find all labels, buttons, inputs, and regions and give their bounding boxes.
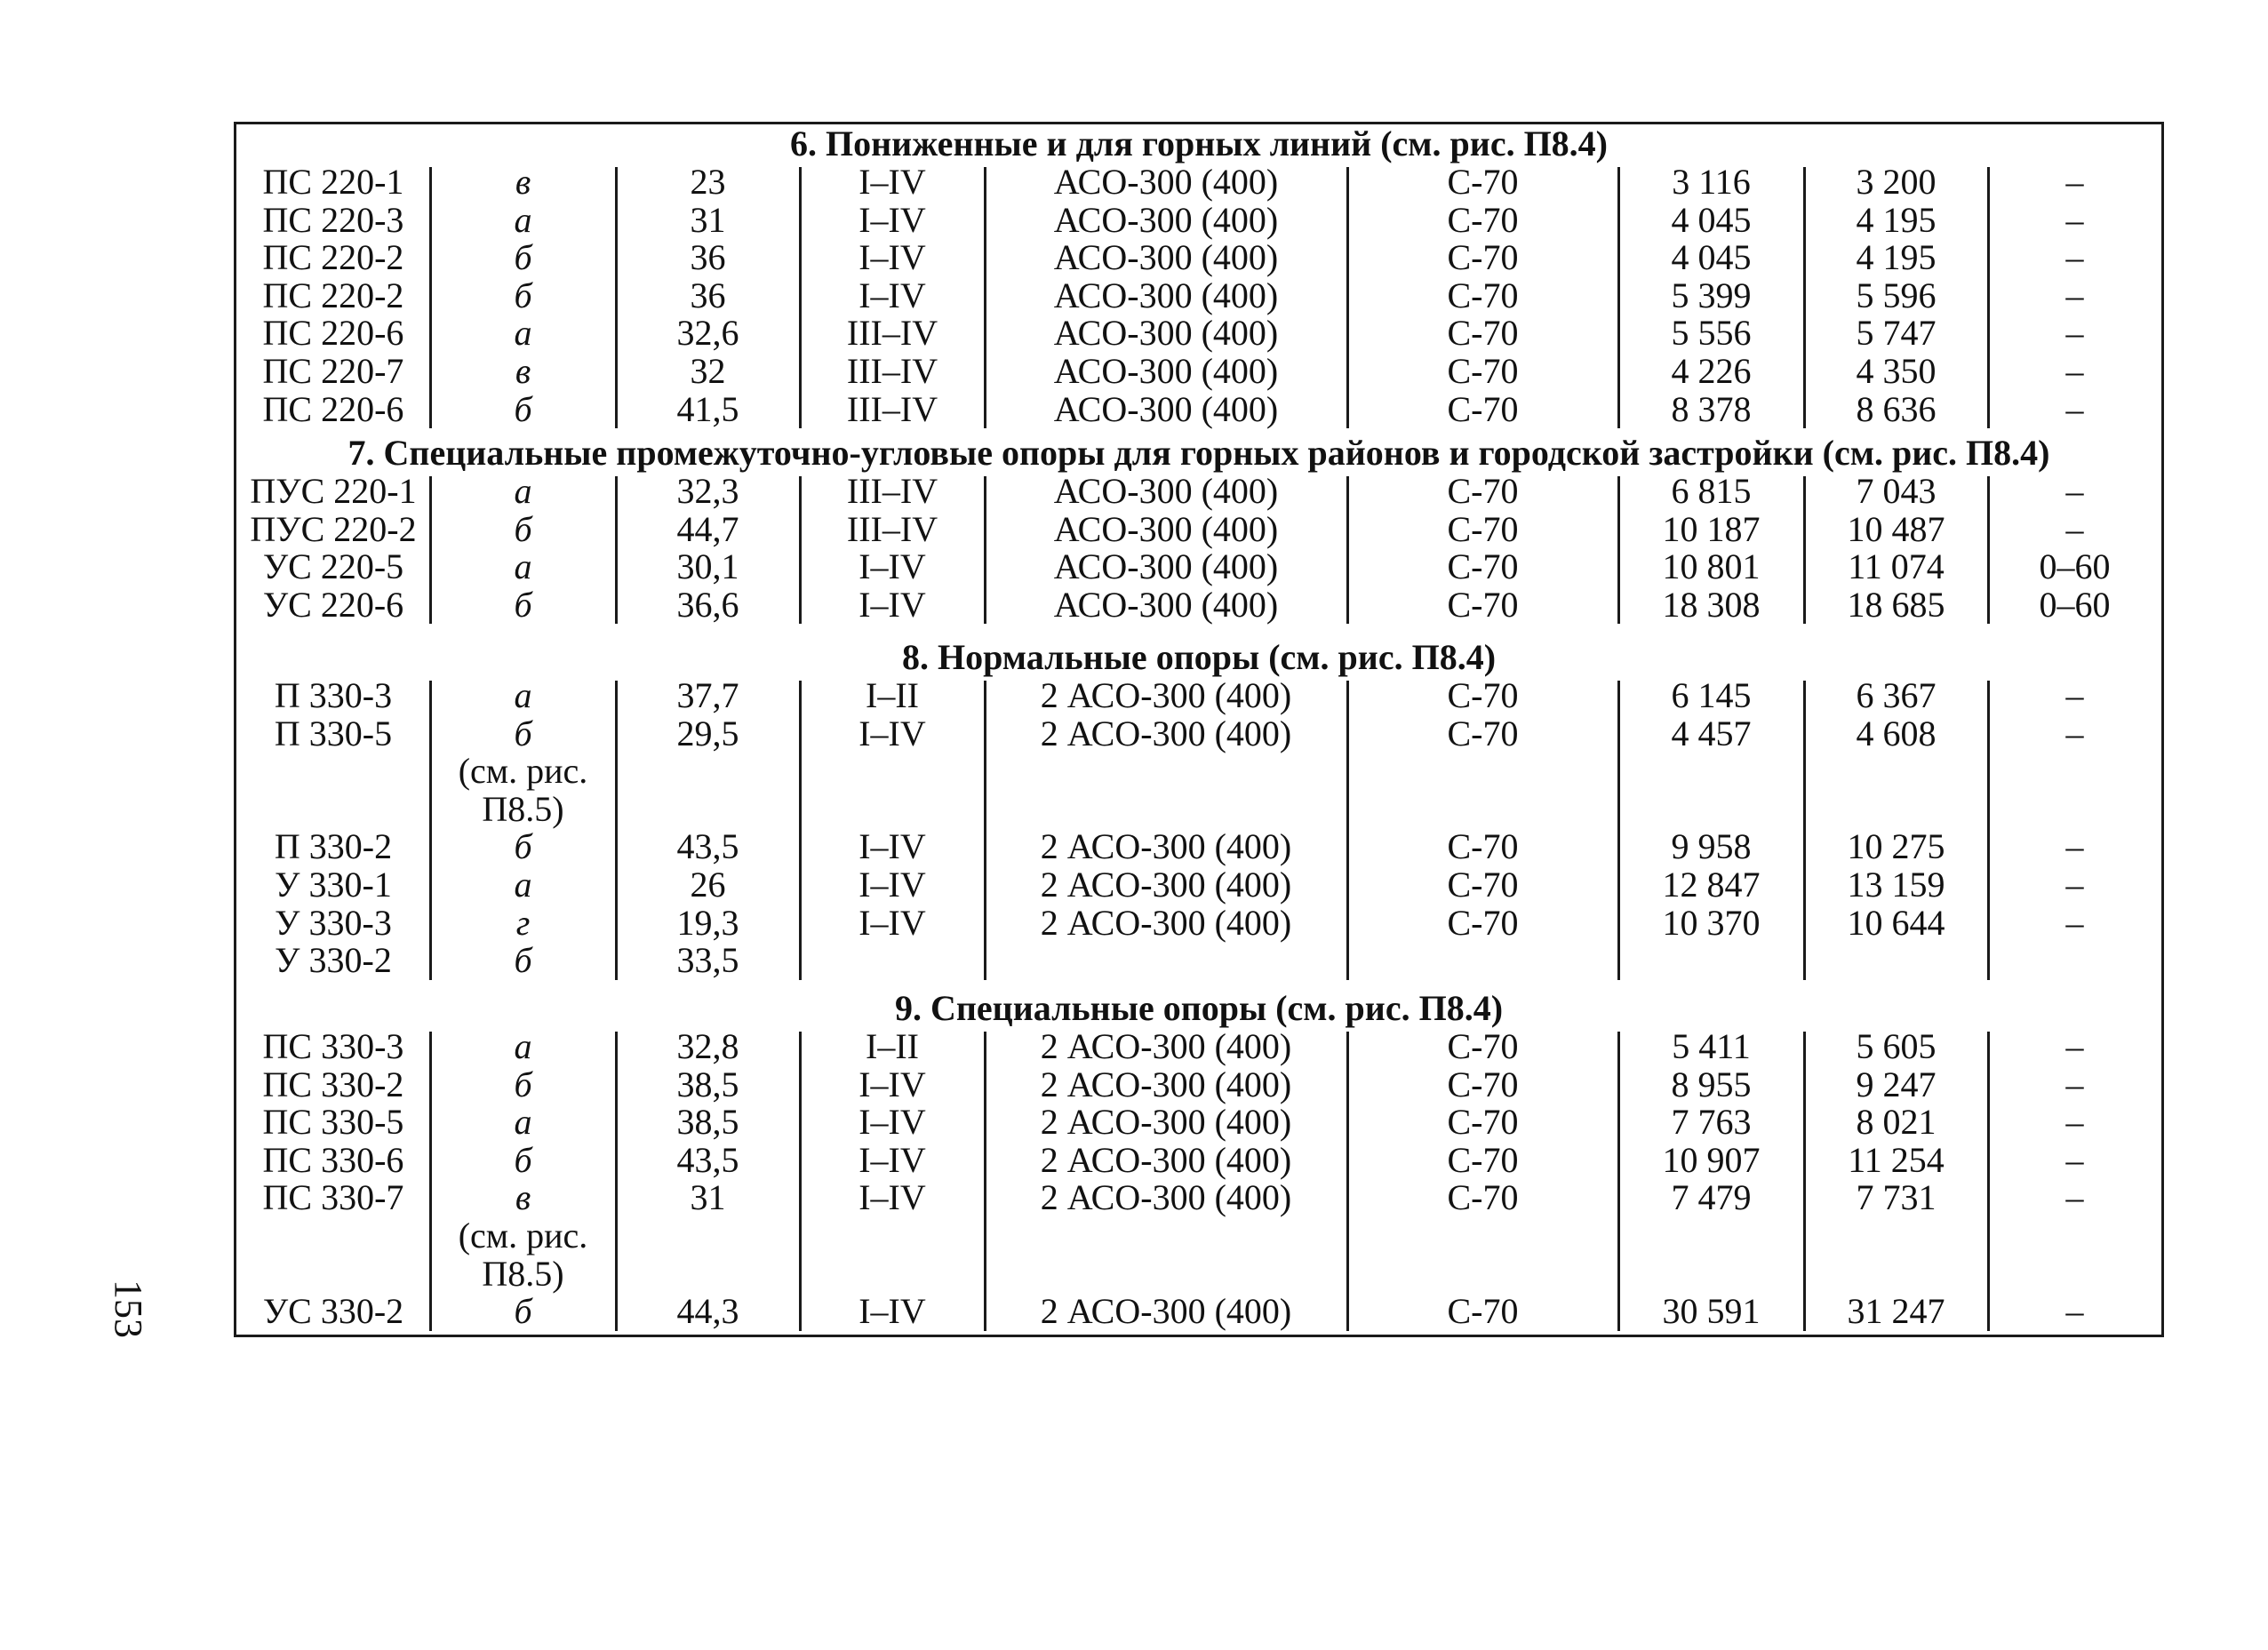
column-divider [1987, 1032, 1990, 1331]
cell-type: У 330-2 [275, 940, 392, 981]
cell-wire: 2 АСО-300 (400) [1040, 865, 1292, 905]
cell-type: ПС 220-7 [262, 351, 404, 391]
cell-angle: – [2065, 1064, 2084, 1104]
cell-angle: – [2065, 1139, 2084, 1180]
section-title: 8. Нормальные опоры (см. рис. П8.4) [901, 637, 1497, 677]
column-divider [1346, 167, 1349, 428]
cell-angle: – [2065, 199, 2084, 240]
cell-insulator: С-70 [1447, 826, 1519, 867]
cell-wind-region: I–II [866, 675, 919, 715]
cell-height: 43,5 [676, 1139, 739, 1180]
cell-mass-1: 4 045 [1671, 237, 1752, 278]
cell-type: ПС 220-6 [262, 313, 404, 354]
cell-figure: а [514, 675, 532, 715]
cell-angle: – [2065, 388, 2084, 429]
cell-height: 31 [690, 1177, 726, 1218]
cell-wire: 2 АСО-300 (400) [1040, 675, 1292, 715]
column-divider [1803, 1032, 1806, 1331]
column-divider [799, 681, 802, 980]
cell-angle: – [2065, 162, 2084, 202]
cell-insulator: С-70 [1447, 1291, 1519, 1332]
cell-wire: 2 АСО-300 (400) [1040, 902, 1292, 943]
column-divider [1617, 1032, 1620, 1331]
cell-wind-region: I–IV [858, 546, 926, 587]
column-divider [615, 1032, 618, 1331]
cell-angle: – [2065, 1177, 2084, 1218]
cell-height: 44,7 [676, 508, 739, 549]
cell-angle: – [2065, 713, 2084, 753]
cell-insulator: С-70 [1447, 199, 1519, 240]
cell-mass-2: 3 200 [1856, 162, 1937, 202]
cell-mass-2: 4 195 [1856, 199, 1937, 240]
cell-figure: б [514, 1139, 532, 1180]
cell-angle: – [2065, 237, 2084, 278]
cell-wire: АСО-300 (400) [1053, 275, 1279, 315]
cell-type: ПУС 220-2 [250, 508, 417, 549]
cell-height: 23 [690, 162, 726, 202]
cell-type: П 330-5 [274, 713, 393, 753]
cell-figure: б [514, 275, 532, 315]
cell-type: ПС 220-2 [262, 237, 404, 278]
cell-mass-1: 5 399 [1671, 275, 1752, 315]
cell-insulator: С-70 [1447, 388, 1519, 429]
cell-height: 26 [690, 865, 726, 905]
cell-figure: а [514, 313, 532, 354]
cell-height: 38,5 [676, 1102, 739, 1143]
cell-figure: (см. рис. [458, 1216, 588, 1255]
column-divider [1803, 681, 1806, 980]
cell-mass-2: 5 747 [1856, 313, 1937, 354]
cell-height: 44,3 [676, 1291, 739, 1332]
cell-insulator: С-70 [1447, 1139, 1519, 1180]
cell-figure: б [514, 508, 532, 549]
cell-mass-2: 9 247 [1856, 1064, 1937, 1104]
column-divider [615, 167, 618, 428]
cell-type: ПС 220-2 [262, 275, 404, 315]
cell-height: 38,5 [676, 1064, 739, 1104]
cell-mass-1: 7 479 [1671, 1177, 1752, 1218]
cell-height: 36 [690, 275, 726, 315]
cell-mass-1: 10 801 [1662, 546, 1761, 587]
cell-insulator: С-70 [1447, 1026, 1519, 1066]
cell-wire: АСО-300 (400) [1053, 199, 1279, 240]
cell-mass-2: 8 636 [1856, 388, 1937, 429]
cell-wind-region: III–IV [846, 388, 938, 429]
cell-mass-2: 13 159 [1847, 865, 1945, 905]
cell-insulator: С-70 [1447, 584, 1519, 625]
cell-wire: АСО-300 (400) [1053, 351, 1279, 391]
cell-insulator: С-70 [1447, 471, 1519, 511]
cell-mass-2: 11 074 [1848, 546, 1945, 587]
cell-figure: б [514, 713, 532, 753]
cell-wire: АСО-300 (400) [1053, 546, 1279, 587]
cell-angle: – [2065, 471, 2084, 511]
column-divider [615, 681, 618, 980]
cell-insulator: С-70 [1447, 237, 1519, 278]
column-divider [1346, 1032, 1349, 1331]
cell-wind-region: I–IV [858, 902, 926, 943]
column-divider [984, 167, 986, 428]
cell-mass-2: 10 644 [1847, 902, 1945, 943]
cell-mass-1: 10 907 [1662, 1139, 1761, 1180]
cell-figure: а [514, 471, 532, 511]
cell-angle: – [2065, 902, 2084, 943]
cell-insulator: С-70 [1447, 1064, 1519, 1104]
column-divider [1346, 681, 1349, 980]
cell-type: ПС 330-2 [262, 1064, 404, 1104]
cell-mass-1: 9 958 [1671, 826, 1752, 867]
column-divider [429, 167, 432, 428]
cell-mass-1: 10 370 [1662, 902, 1761, 943]
cell-wire: АСО-300 (400) [1053, 162, 1279, 202]
cell-angle: – [2065, 275, 2084, 315]
column-divider [429, 476, 432, 624]
cell-mass-1: 4 045 [1671, 199, 1752, 240]
cell-height: 41,5 [676, 388, 739, 429]
cell-insulator: С-70 [1447, 162, 1519, 202]
cell-figure: а [514, 865, 532, 905]
cell-wind-region: I–IV [858, 1177, 926, 1218]
cell-mass-1: 18 308 [1662, 584, 1761, 625]
cell-mass-2: 4 350 [1856, 351, 1937, 391]
column-divider [1346, 476, 1349, 624]
column-divider [1617, 476, 1620, 624]
cell-wind-region: III–IV [846, 313, 938, 354]
cell-mass-1: 8 378 [1671, 388, 1752, 429]
cell-mass-2: 18 685 [1847, 584, 1945, 625]
support-table [234, 122, 2164, 1337]
column-divider [984, 681, 986, 980]
column-divider [799, 167, 802, 428]
cell-type: ПУС 220-1 [250, 471, 417, 511]
cell-wire: 2 АСО-300 (400) [1040, 826, 1292, 867]
section-title: 6. Пониженные и для горных линий (см. рис. П8.4) [790, 124, 1608, 163]
cell-wind-region: I–IV [858, 162, 926, 202]
cell-wire: 2 АСО-300 (400) [1040, 1026, 1292, 1066]
cell-angle: – [2065, 313, 2084, 354]
cell-mass-1: 6 815 [1671, 471, 1752, 511]
cell-figure: в [515, 162, 531, 202]
cell-height: 37,7 [676, 675, 739, 715]
cell-type: П 330-2 [274, 826, 393, 867]
cell-mass-2: 10 275 [1847, 826, 1945, 867]
cell-wire: 2 АСО-300 (400) [1040, 1139, 1292, 1180]
column-divider [1987, 476, 1990, 624]
cell-mass-2: 5 605 [1856, 1026, 1937, 1066]
column-divider [429, 681, 432, 980]
cell-type: ПС 220-1 [262, 162, 404, 202]
cell-insulator: С-70 [1447, 313, 1519, 354]
cell-type: У 330-1 [275, 865, 392, 905]
cell-wind-region: I–IV [858, 1291, 926, 1332]
cell-figure: П8.5) [482, 788, 564, 829]
cell-height: 32,8 [676, 1026, 739, 1066]
cell-mass-2: 6 367 [1856, 675, 1937, 715]
cell-mass-1: 4 457 [1671, 713, 1752, 753]
cell-wind-region: I–IV [858, 865, 926, 905]
cell-wind-region: I–II [866, 1026, 919, 1066]
cell-height: 43,5 [676, 826, 739, 867]
cell-wire: АСО-300 (400) [1053, 508, 1279, 549]
cell-insulator: С-70 [1447, 902, 1519, 943]
cell-height: 36 [690, 237, 726, 278]
cell-type: ПС 220-6 [262, 388, 404, 429]
cell-figure: П8.5) [482, 1253, 564, 1294]
cell-insulator: С-70 [1447, 546, 1519, 587]
cell-type: ПС 330-3 [262, 1026, 404, 1066]
cell-type: УС 220-6 [262, 584, 404, 625]
cell-mass-1: 5 556 [1671, 313, 1752, 354]
cell-figure: г [515, 902, 531, 943]
section-title: 7. Специальные промежуточно-угловые опоры для горных районов и городской застройки (см. рис. П8.4) [347, 433, 2050, 473]
cell-wire: 2 АСО-300 (400) [1040, 1102, 1292, 1143]
cell-type: У 330-3 [275, 902, 392, 943]
cell-figure: а [514, 199, 532, 240]
cell-wind-region: I–IV [858, 584, 926, 625]
cell-figure: б [514, 237, 532, 278]
cell-height: 19,3 [676, 902, 739, 943]
cell-height: 33,5 [676, 940, 739, 981]
cell-mass-1: 30 591 [1662, 1291, 1761, 1332]
cell-figure: б [514, 826, 532, 867]
cell-mass-2: 5 596 [1856, 275, 1937, 315]
cell-mass-2: 4 195 [1856, 237, 1937, 278]
cell-angle: 0–60 [2039, 546, 2111, 587]
cell-mass-2: 7 731 [1856, 1177, 1937, 1218]
cell-figure: в [515, 351, 531, 391]
cell-angle: – [2065, 508, 2084, 549]
cell-type: УС 220-5 [262, 546, 404, 587]
cell-angle: – [2065, 675, 2084, 715]
cell-wire: 2 АСО-300 (400) [1040, 1291, 1292, 1332]
cell-type: ПС 330-6 [262, 1139, 404, 1180]
cell-type: П 330-3 [274, 675, 393, 715]
cell-wind-region: I–IV [858, 826, 926, 867]
cell-wind-region: I–IV [858, 713, 926, 753]
cell-figure: а [514, 546, 532, 587]
cell-wind-region: I–IV [858, 1139, 926, 1180]
cell-insulator: С-70 [1447, 713, 1519, 753]
cell-height: 32,6 [676, 313, 739, 354]
cell-height: 32 [690, 351, 726, 391]
cell-type: ПС 220-3 [262, 199, 404, 240]
cell-figure: б [514, 1064, 532, 1104]
cell-angle: – [2065, 1291, 2084, 1332]
column-divider [1987, 681, 1990, 980]
cell-insulator: С-70 [1447, 275, 1519, 315]
cell-mass-2: 8 021 [1856, 1102, 1937, 1143]
cell-angle: 0–60 [2039, 584, 2111, 625]
column-divider [1617, 167, 1620, 428]
cell-angle: – [2065, 351, 2084, 391]
cell-wind-region: I–IV [858, 199, 926, 240]
cell-figure: (см. рис. [458, 751, 588, 792]
cell-mass-1: 7 763 [1671, 1102, 1752, 1143]
cell-mass-1: 5 411 [1672, 1026, 1751, 1066]
cell-insulator: С-70 [1447, 351, 1519, 391]
cell-mass-2: 7 043 [1856, 471, 1937, 511]
cell-angle: – [2065, 1102, 2084, 1143]
cell-figure: б [514, 388, 532, 429]
column-divider [1987, 167, 1990, 428]
cell-angle: – [2065, 826, 2084, 867]
cell-figure: б [514, 1291, 532, 1332]
cell-wind-region: I–IV [858, 237, 926, 278]
cell-mass-2: 10 487 [1847, 508, 1945, 549]
cell-figure: б [514, 940, 532, 981]
cell-insulator: С-70 [1447, 1177, 1519, 1218]
cell-wire: 2 АСО-300 (400) [1040, 1064, 1292, 1104]
cell-mass-2: 4 608 [1856, 713, 1937, 753]
page-number: 153 [107, 1279, 150, 1338]
cell-height: 36,6 [676, 584, 739, 625]
column-divider [1803, 167, 1806, 428]
cell-insulator: С-70 [1447, 675, 1519, 715]
cell-type: ПС 330-7 [262, 1177, 404, 1218]
column-divider [429, 1032, 432, 1331]
cell-height: 32,3 [676, 471, 739, 511]
cell-mass-1: 3 116 [1672, 162, 1751, 202]
cell-wire: АСО-300 (400) [1053, 237, 1279, 278]
cell-height: 30,1 [676, 546, 739, 587]
cell-mass-1: 10 187 [1662, 508, 1761, 549]
cell-wind-region: III–IV [846, 351, 938, 391]
cell-insulator: С-70 [1447, 508, 1519, 549]
cell-angle: – [2065, 1026, 2084, 1066]
cell-height: 29,5 [676, 713, 739, 753]
cell-wind-region: I–IV [858, 1102, 926, 1143]
column-divider [799, 476, 802, 624]
column-divider [1803, 476, 1806, 624]
cell-wind-region: III–IV [846, 508, 938, 549]
cell-wire: 2 АСО-300 (400) [1040, 1177, 1292, 1218]
column-divider [615, 476, 618, 624]
cell-wind-region: I–IV [858, 275, 926, 315]
cell-mass-2: 31 247 [1847, 1291, 1945, 1332]
cell-wire: АСО-300 (400) [1053, 471, 1279, 511]
cell-type: УС 330-2 [262, 1291, 404, 1332]
cell-figure: а [514, 1102, 532, 1143]
cell-wind-region: III–IV [846, 471, 938, 511]
cell-figure: а [514, 1026, 532, 1066]
cell-height: 31 [690, 199, 726, 240]
cell-wind-region: I–IV [858, 1064, 926, 1104]
cell-wire: АСО-300 (400) [1053, 388, 1279, 429]
column-divider [984, 476, 986, 624]
cell-wire: АСО-300 (400) [1053, 313, 1279, 354]
column-divider [1617, 681, 1620, 980]
cell-wire: АСО-300 (400) [1053, 584, 1279, 625]
cell-mass-1: 6 145 [1671, 675, 1752, 715]
cell-type: ПС 330-5 [262, 1102, 404, 1143]
cell-mass-1: 4 226 [1671, 351, 1752, 391]
cell-angle: – [2065, 865, 2084, 905]
column-divider [799, 1032, 802, 1331]
column-divider [984, 1032, 986, 1331]
cell-figure: б [514, 584, 532, 625]
cell-insulator: С-70 [1447, 1102, 1519, 1143]
cell-wire: 2 АСО-300 (400) [1040, 713, 1292, 753]
cell-mass-1: 8 955 [1671, 1064, 1752, 1104]
cell-figure: в [515, 1177, 531, 1218]
cell-mass-1: 12 847 [1662, 865, 1761, 905]
cell-insulator: С-70 [1447, 865, 1519, 905]
section-title: 9. Специальные опоры (см. рис. П8.4) [894, 988, 1504, 1028]
cell-mass-2: 11 254 [1848, 1139, 1945, 1180]
